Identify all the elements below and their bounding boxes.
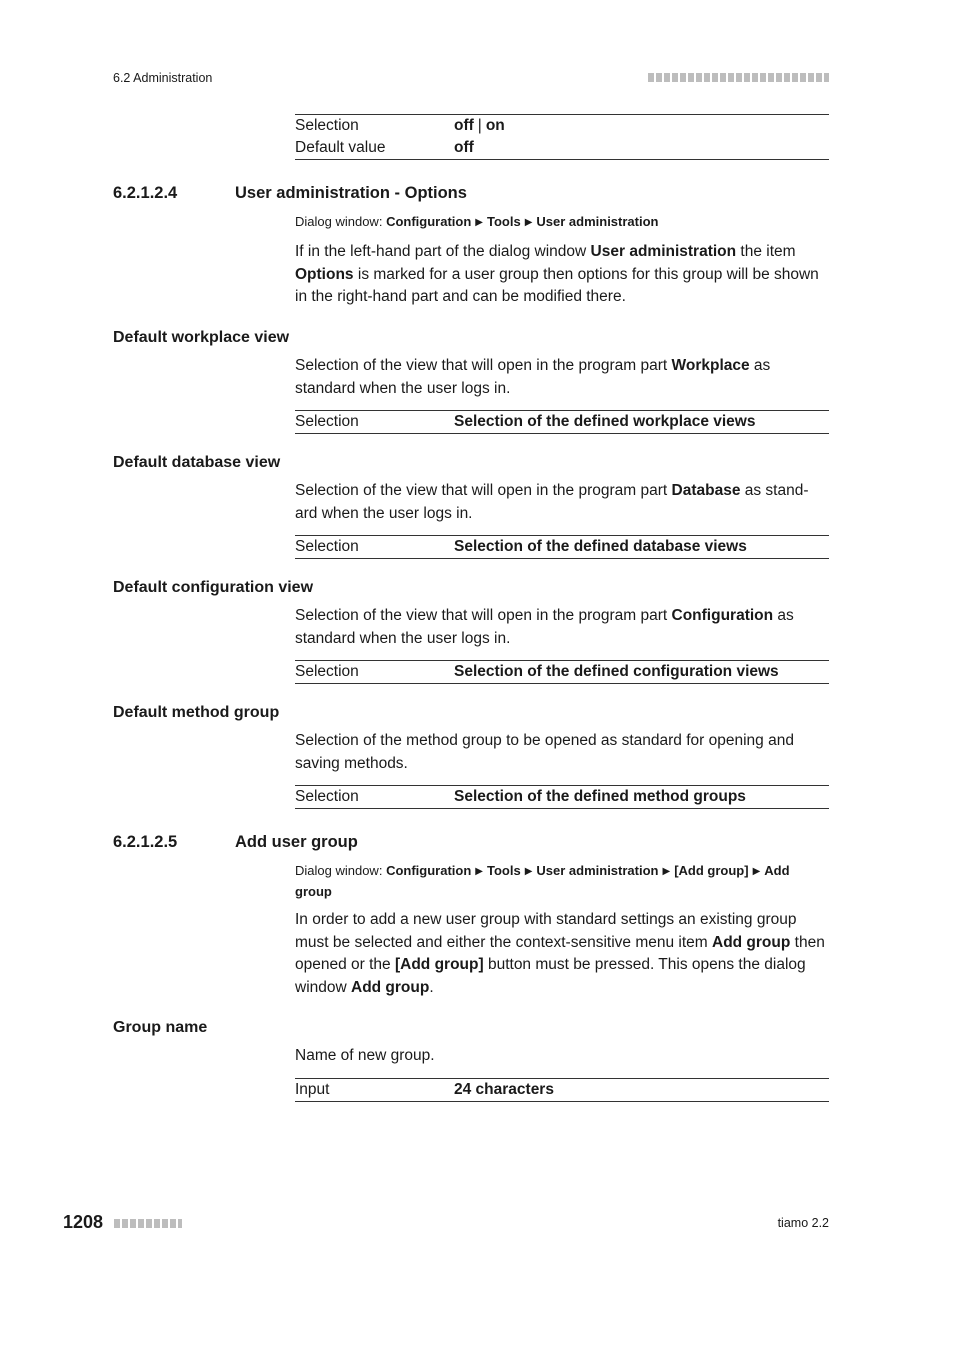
param-value: off | on xyxy=(454,117,505,134)
param-table xyxy=(295,660,829,684)
param-heading: Group name xyxy=(113,1019,208,1036)
param-heading: Default workplace view xyxy=(113,329,290,346)
top-param-table xyxy=(295,114,829,160)
table-row xyxy=(295,115,829,137)
param-value: Selection of the defined database views xyxy=(454,538,747,555)
section-number: 6.2.1.2.4 xyxy=(113,184,178,202)
param-key: Selection xyxy=(295,663,359,680)
footer-decoration xyxy=(114,1219,182,1228)
header-decoration xyxy=(648,73,829,82)
param-description: Selection of the view that will open in the program part Configuration as standard when the user logs in. xyxy=(295,607,794,647)
section-intro: In order to add a new user group with standard settings an existing group must be selected and either the context-sensitive menu item Add group then opened or the [Add group] button must be pressed. This opens the dialog window Add group. xyxy=(295,911,825,996)
param-key: Selection xyxy=(295,413,359,430)
param-description: Selection of the view that will open in the program part Database as stand-ard when the user logs in. xyxy=(295,482,809,522)
param-key: Selection xyxy=(295,117,359,134)
dialog-path: Dialog window: Configuration ▶ Tools ▶ User administration ▶ [Add group] ▶ Add group xyxy=(295,863,790,899)
section-number: 6.2.1.2.5 xyxy=(113,833,178,851)
param-heading: Default configuration view xyxy=(113,579,314,596)
param-value: Selection of the defined method groups xyxy=(454,788,746,805)
section-heading xyxy=(113,833,358,852)
param-table xyxy=(295,535,829,559)
param-key: Input xyxy=(295,1081,330,1098)
section-intro: If in the left-hand part of the dialog window User administration the item Options is marked for a user group then options for this group will be shown in the right-hand part and can be modified there. xyxy=(295,243,819,305)
param-key: Default value xyxy=(295,139,386,156)
section-title: Add user group xyxy=(235,833,358,851)
running-header: 6.2 Administration xyxy=(113,71,213,85)
param-heading: Default database view xyxy=(113,454,281,471)
page-number: 1208 xyxy=(63,1212,104,1232)
param-value: Selection of the defined workplace views xyxy=(454,413,756,430)
product-name: tiamo 2.2 xyxy=(777,1216,829,1230)
param-table xyxy=(295,785,829,809)
param-description: Selection of the method group to be opened as standard for opening and saving methods. xyxy=(295,732,794,772)
section-heading xyxy=(113,184,467,203)
param-value: 24 characters xyxy=(454,1081,554,1098)
param-description: Name of new group. xyxy=(295,1047,435,1064)
param-key: Selection xyxy=(295,538,359,555)
dialog-path: Dialog window: Configuration ▶ Tools ▶ User administration xyxy=(295,214,659,229)
param-key: Selection xyxy=(295,788,359,805)
param-value: off xyxy=(454,139,474,156)
param-description: Selection of the view that will open in the program part Workplace as standard when the user logs in. xyxy=(295,357,771,397)
param-table xyxy=(295,1078,829,1102)
param-table xyxy=(295,410,829,434)
section-title: User administration - Options xyxy=(235,184,467,202)
table-row xyxy=(295,137,829,159)
param-heading: Default method group xyxy=(113,704,280,721)
param-value: Selection of the defined configuration views xyxy=(454,663,779,680)
